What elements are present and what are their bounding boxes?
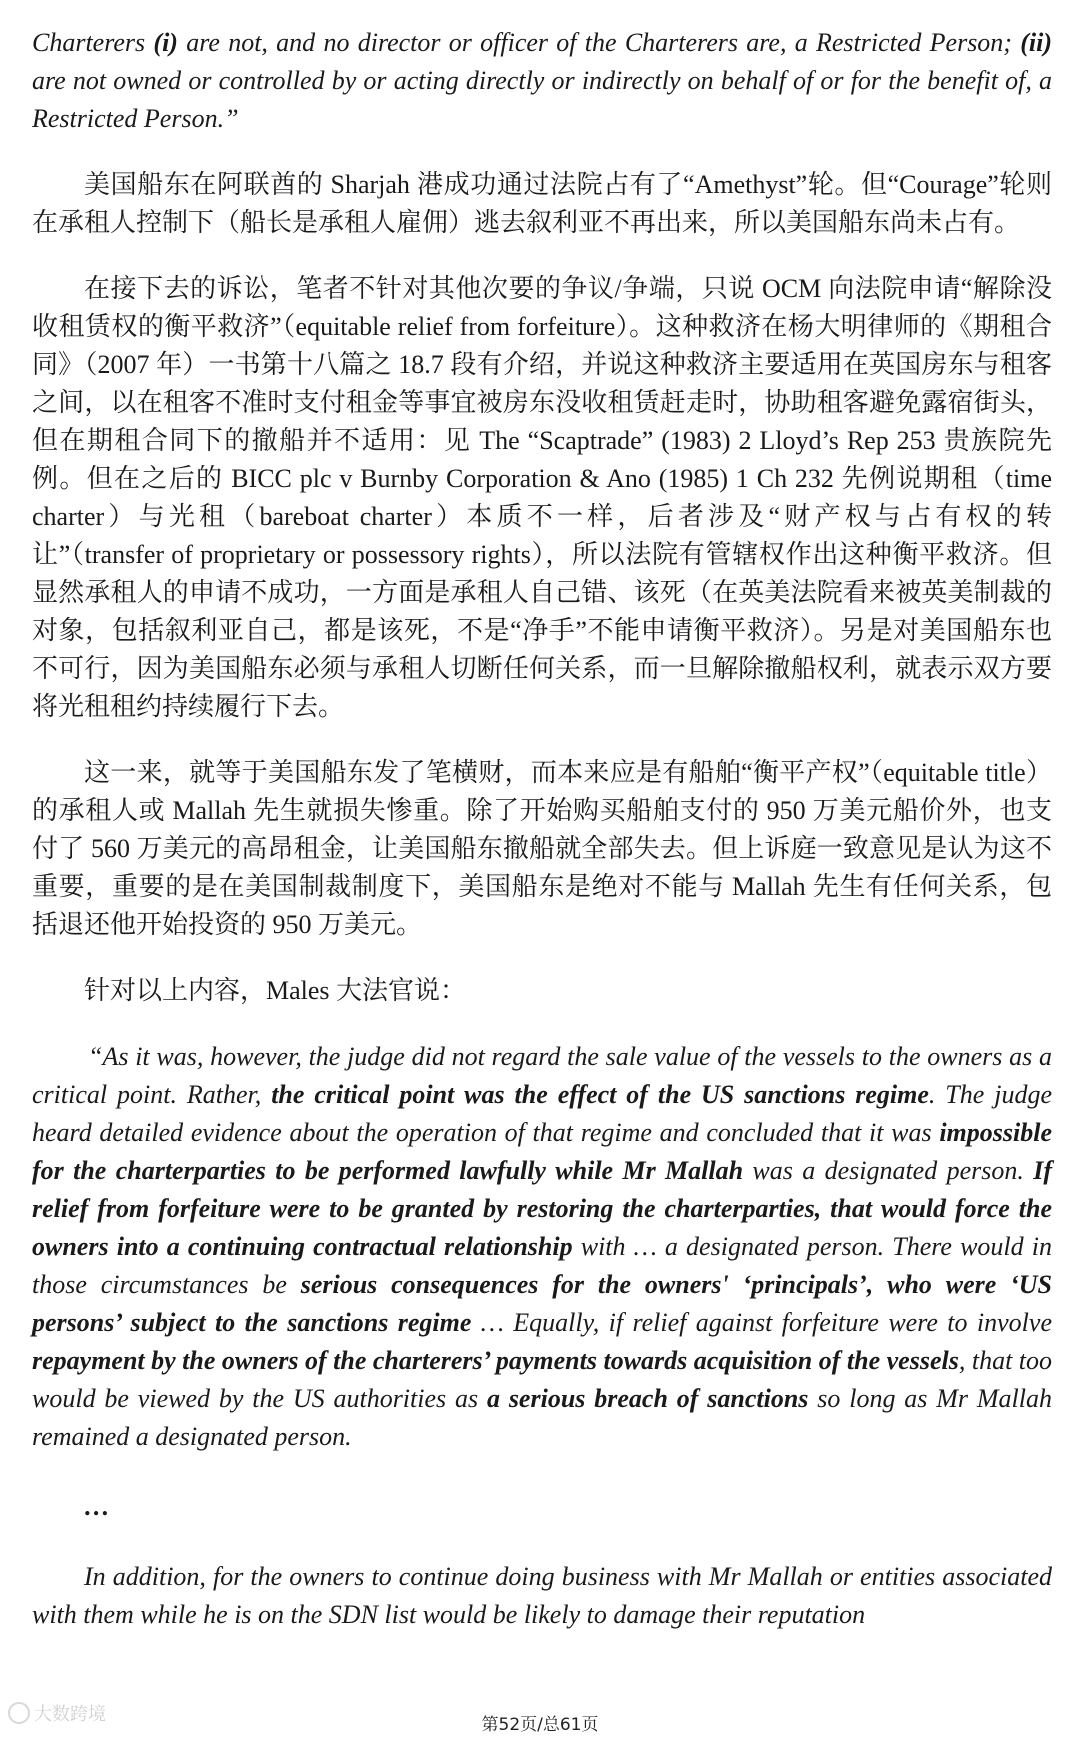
ellipsis-marker: …: [84, 1492, 110, 1521]
emphasis-text: (i): [153, 28, 178, 57]
quote-text: are not owned or controlled by or acting directly or indirectly on behalf of or for the benefit of, a Restricted Person.”: [32, 66, 1052, 133]
watermark-text: 大数跨境: [34, 1704, 106, 1725]
emphasis-text: the critical point was the effect of the US sanctions regime: [271, 1080, 929, 1109]
emphasis-text: repayment by the owners of the charterers’ payments towards acquisition of the vessels: [32, 1346, 959, 1375]
emphasis-text: (ii): [1020, 28, 1052, 57]
paragraph-amethyst-courage: 美国船东在阿联酋的 Sharjah 港成功通过法院占有了“Amethyst”轮。但“Courage”轮则在承租人控制下（船长是承租人雇佣）逃去叙利亚不再出来，所以美国船东尚未占有。: [32, 170, 1052, 237]
quote-text: so long as Mr Mallah remained a designated person.: [32, 1384, 1052, 1451]
paragraph-males-intro: 针对以上内容，Males 大法官说：: [84, 976, 467, 1005]
paragraph-relief-from-forfeiture: 在接下去的诉讼，笔者不针对其他次要的争议/争端，只说 OCM 向法院申请“解除没收租赁权的衡平救济”（equitable relief from forfeiture）。这种救济在杨大明律师的《期租合同》（2007 年）一书第十八篇之 18.7 段有介绍，并说这种救济主要适用在英国房东与租客之间，以在租客不准时支付租金等事宜被房东没收租赁赶走时，协助租客避免露宿街头，但在期租合同下的撤船并不适用：见 The “Scaptrade” (1983) 2 Lloyd’s Rep 253 贵族院先例。但在之后的 BICC plc v Burnby Corporation & Ano (1985) 1 Ch 232 先例说期租（time charter）与光租（bareboat charter）本质不一样，后者涉及“财产权与占有权的转让”（transfer of proprietary or possessory rights），所以法院有管辖权作出这种衡平救济。但显然承租人的申请不成功，一方面是承租人自己错、该死（在英美法院看来被英美制裁的对象，包括叙利亚自己，都是该死，不是“净手”不能申请衡平救济）。另是对美国船东也不可行，因为美国船东必须与承租人切断任何关系，而一旦解除撤船权利，就表示双方要将光租租约持续履行下去。: [32, 274, 1052, 721]
quote-text: with … a designated person. There would in those circumstances be: [32, 1232, 1053, 1299]
quote-text: … Equally, if relief against forfeiture were to involve: [471, 1308, 1052, 1337]
emphasis-text: a serious breach of sanctions: [486, 1384, 809, 1413]
quote-males-judgment: [32, 1038, 1052, 1456]
quote-text: Charterers: [32, 28, 154, 57]
quote-sdn-reputation: In addition, for the owners to continue doing business with Mr Mallah or entities associated with them while he is on the SDN list would be likely to damage their reputation: [32, 1562, 1052, 1629]
emphasis-text: impossible for the charterparties to be performed lawfully while Mr Mallah: [32, 1118, 1052, 1185]
quote-text: are not, and no director or officer of the Charterers are, a Restricted Person;: [177, 28, 1021, 57]
emphasis-text: serious consequences for the owners' ‘principals’, who were ‘US persons’ subject to the sanctions regime: [32, 1270, 1053, 1337]
quote-text: “As it was, however, the judge did not regard the sale value of the vessels to the owners as a critical point. Rather,: [32, 1042, 1052, 1109]
quote-restricted-person: [32, 24, 1052, 138]
paragraph-owner-windfall: 这一来，就等于美国船东发了笔横财，而本来应是有船舶“衡平产权”（equitable title）的承租人或 Mallah 先生就损失惨重。除了开始购买船舶支付的 950 万美元船价外，也支付了 560 万美元的高昂租金，让美国船东撤船就全部失去。但上诉庭一致意见是认为这不重要，重要的是在美国制裁制度下，美国船东是绝对不能与 Mallah 先生有任何关系，包括退还他开始投资的 950 万美元。: [32, 758, 1052, 939]
quote-text: was a designated person.: [743, 1156, 1034, 1185]
document-page: [32, 24, 1052, 1714]
emphasis-text: If relief from forfeiture were to be granted by restoring the charterparties, that would force the owners into a continuing contractual relationship: [32, 1156, 1052, 1261]
quote-text: . The judge heard detailed evidence about the operation of that regime and concluded that it was: [32, 1080, 1052, 1147]
page-number: 第52页/总61页: [481, 1715, 599, 1735]
quote-text: , that too would be viewed by the US authorities as: [32, 1346, 1053, 1413]
